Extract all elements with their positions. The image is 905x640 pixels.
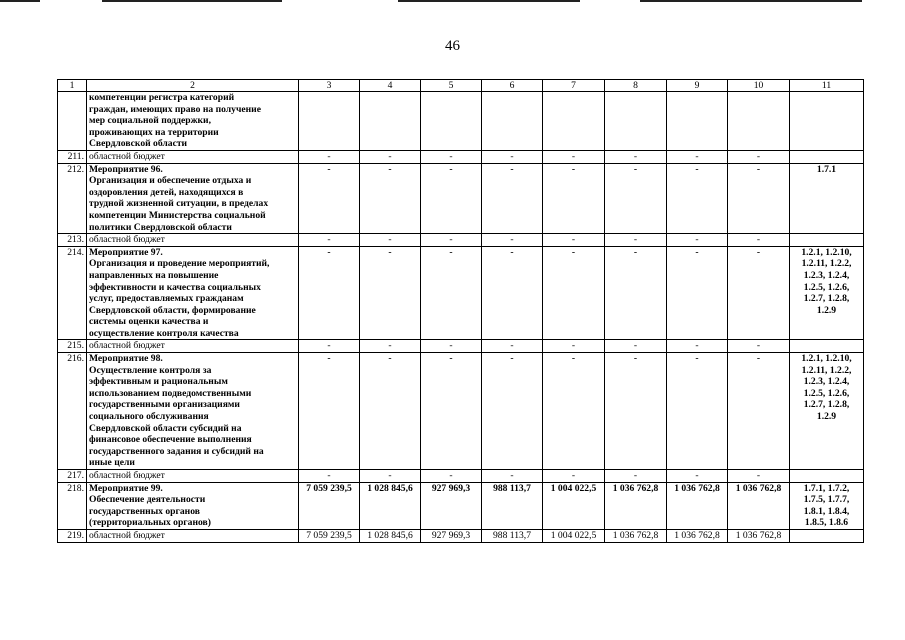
row-name-line: граждан, имеющих право на получение	[89, 103, 261, 115]
year-value-cell: 1 028 845,6	[360, 529, 421, 542]
target-indicator-line: 1.2.11, 1.2.2,	[801, 364, 852, 376]
target-indicator-line: 1.2.1, 1.2.10,	[801, 353, 852, 365]
year-value-cell: -	[360, 353, 421, 470]
measure-row	[58, 163, 864, 234]
year-value-cell: -	[299, 150, 360, 163]
year-value-cell: -	[299, 353, 360, 470]
year-value-cell: -	[421, 340, 482, 353]
year-value-cell: -	[299, 163, 360, 234]
year-value-cell: 927 969,3	[421, 529, 482, 542]
row-number: 212.	[58, 163, 87, 234]
target-indicators	[790, 340, 864, 353]
year-value-cell: -	[543, 234, 605, 247]
row-name-line: государственными организациями	[89, 399, 240, 411]
target-indicators	[790, 246, 864, 340]
target-indicators	[790, 470, 864, 483]
row-name-line: областной бюджет	[89, 470, 165, 481]
row-name	[87, 92, 299, 151]
row-name-line: политики Свердловской области	[89, 221, 232, 233]
measure-row	[58, 482, 864, 529]
row-name-line: Мероприятие 99.	[89, 482, 163, 494]
year-value-cell: -	[667, 470, 728, 483]
row-name-line: проживающих на территории	[89, 126, 219, 138]
target-indicators	[790, 353, 864, 470]
target-indicator-line: 1.8.1, 1.8.4,	[803, 505, 850, 517]
row-number: 218.	[58, 482, 87, 529]
year-value-cell: 7 059 239,5	[299, 529, 360, 542]
year-value-cell: -	[482, 353, 543, 470]
target-indicators	[790, 150, 864, 163]
row-name	[87, 246, 299, 340]
year-value-cell: 1 028 845,6	[360, 482, 421, 529]
row-name	[87, 529, 299, 542]
year-value-cell	[299, 92, 360, 151]
year-value-cell: 988 113,7	[482, 529, 543, 542]
row-name-line: государственного задания и субсидий на	[89, 445, 264, 457]
year-value-cell: -	[421, 353, 482, 470]
year-value-cell: 1 004 022,5	[543, 482, 605, 529]
year-value-cell: 1 004 022,5	[543, 529, 605, 542]
row-number: 214.	[58, 246, 87, 340]
year-value-cell: -	[421, 150, 482, 163]
row-name-line: государственных органов	[89, 505, 200, 517]
target-indicator-line: 1.2.9	[816, 411, 837, 423]
row-name-line: (территориальных органов)	[89, 517, 211, 529]
column-number-row	[58, 80, 864, 92]
row-name-line: иные цели	[89, 457, 135, 469]
row-name-line: социального обслуживания	[89, 411, 209, 423]
year-value-cell: -	[728, 234, 790, 247]
year-value-cell: -	[728, 470, 790, 483]
target-indicators	[790, 482, 864, 529]
year-value-cell: -	[667, 340, 728, 353]
row-number: 216.	[58, 353, 87, 470]
budget-row	[58, 234, 864, 247]
top-edge-rule-left	[0, 0, 40, 2]
year-value-cell: -	[482, 246, 543, 340]
page-number: 46	[445, 38, 460, 54]
year-value-cell: -	[482, 470, 543, 483]
row-name	[87, 470, 299, 483]
budget-row	[58, 470, 864, 483]
year-value-cell: -	[728, 163, 790, 234]
target-indicators	[790, 529, 864, 542]
target-indicators	[790, 163, 864, 234]
row-name-line: эффективности и качества социальных	[89, 281, 261, 293]
target-indicators	[790, 234, 864, 247]
target-indicators	[790, 92, 864, 151]
row-name-line: системы оценки качества и	[89, 316, 209, 328]
year-value-cell: -	[728, 353, 790, 470]
row-name-line: Свердловской области, формирование	[89, 304, 256, 316]
year-value-cell: -	[421, 246, 482, 340]
year-value-cell: -	[299, 340, 360, 353]
year-value-cell: -	[543, 150, 605, 163]
year-value-cell: -	[667, 353, 728, 470]
row-number: 219.	[58, 529, 87, 542]
year-value-cell: -	[482, 340, 543, 353]
column-number: 6	[482, 80, 543, 92]
year-value-cell: -	[728, 150, 790, 163]
row-name-line: компетенции Министерства социальной	[89, 209, 266, 221]
year-value-cell: -	[482, 234, 543, 247]
year-value-cell: -	[605, 234, 667, 247]
target-indicator-line: 1.2.7, 1.2.8,	[803, 293, 850, 305]
year-value-cell: 927 969,3	[421, 482, 482, 529]
row-name-line: Мероприятие 98.	[89, 353, 163, 365]
year-value-cell: -	[360, 163, 421, 234]
row-number: 217.	[58, 470, 87, 483]
year-value-cell: -	[360, 246, 421, 340]
row-name-line: трудной жизненной ситуации, в пределах	[89, 198, 269, 210]
row-name-line: направленных на повышение	[89, 269, 219, 281]
year-value-cell: -	[667, 150, 728, 163]
year-value-cell: -	[605, 470, 667, 483]
budget-row	[58, 150, 864, 163]
top-edge-rule-center-right	[398, 0, 580, 2]
row-name	[87, 234, 299, 247]
row-name-line: Организация и обеспечение отдыха и	[89, 175, 252, 187]
year-value-cell: -	[543, 246, 605, 340]
row-name	[87, 340, 299, 353]
row-name-line: финансовое обеспечение выполнения	[89, 434, 252, 446]
year-value-cell: -	[605, 246, 667, 340]
year-value-cell: -	[667, 234, 728, 247]
row-name-line: областной бюджет	[89, 529, 165, 541]
column-number: 7	[543, 80, 605, 92]
row-number: 213.	[58, 234, 87, 247]
year-value-cell	[482, 92, 543, 151]
target-indicator-line: 1.7.1	[816, 163, 837, 175]
measure-row	[58, 246, 864, 340]
year-value-cell: -	[605, 163, 667, 234]
row-name-line: услуг, предоставляемых гражданам	[89, 293, 244, 305]
year-value-cell: 1 036 762,8	[728, 529, 790, 542]
row-name-line: мер социальной поддержки,	[89, 115, 211, 127]
row-name	[87, 353, 299, 470]
year-value-cell: -	[421, 470, 482, 483]
column-number: 8	[605, 80, 667, 92]
year-value-cell: 7 059 239,5	[299, 482, 360, 529]
target-indicator-line: 1.2.5, 1.2.6,	[803, 281, 850, 293]
row-name-line: Свердловской области субсидий на	[89, 422, 242, 434]
year-value-cell: -	[728, 340, 790, 353]
target-indicator-line: 1.2.3, 1.2.4,	[803, 376, 850, 388]
year-value-cell: -	[605, 150, 667, 163]
row-name-line: областной бюджет	[89, 150, 165, 162]
year-value-cell: -	[360, 340, 421, 353]
year-value-cell: -	[360, 470, 421, 483]
row-name-line: Организация и проведение мероприятий,	[89, 258, 270, 270]
year-value-cell: -	[360, 150, 421, 163]
year-value-cell: 1 036 762,8	[728, 482, 790, 529]
target-indicator-line: 1.2.9	[816, 304, 837, 316]
target-indicator-line: 1.2.5, 1.2.6,	[803, 387, 850, 399]
row-name-line: компетенции регистра категорий	[89, 92, 235, 103]
year-value-cell: -	[543, 163, 605, 234]
column-number: 1	[58, 80, 87, 92]
target-indicator-line: 1.2.1, 1.2.10,	[801, 246, 852, 258]
row-name-line: осуществление контроля качества	[89, 327, 239, 339]
row-name-line: Обеспечение деятельности	[89, 494, 206, 506]
year-value-cell: 1 036 762,8	[605, 529, 667, 542]
column-number: 2	[87, 80, 299, 92]
year-value-cell: 1 036 762,8	[667, 482, 728, 529]
column-number: 11	[790, 80, 864, 92]
year-value-cell: -	[667, 246, 728, 340]
year-value-cell	[605, 92, 667, 151]
column-number: 5	[421, 80, 482, 92]
row-name-line: Осуществление контроля за	[89, 364, 212, 376]
row-number	[58, 92, 87, 151]
year-value-cell: -	[299, 470, 360, 483]
column-number: 3	[299, 80, 360, 92]
row-name	[87, 150, 299, 163]
row-name-line: использованием подведомственными	[89, 387, 252, 399]
year-value-cell	[360, 92, 421, 151]
year-value-cell: 988 113,7	[482, 482, 543, 529]
year-value-cell: -	[543, 353, 605, 470]
top-edge-rule-right	[640, 0, 862, 2]
row-name-line: Свердловской области	[89, 138, 188, 150]
year-value-cell: 1 036 762,8	[667, 529, 728, 542]
year-value-cell: 1 036 762,8	[605, 482, 667, 529]
measure-row	[58, 92, 864, 151]
row-name	[87, 482, 299, 529]
year-value-cell: -	[543, 470, 605, 483]
year-value-cell: -	[543, 340, 605, 353]
year-value-cell: -	[605, 353, 667, 470]
year-value-cell: -	[728, 246, 790, 340]
year-value-cell: -	[482, 150, 543, 163]
year-value-cell: -	[421, 163, 482, 234]
budget-table	[57, 79, 864, 543]
year-value-cell: -	[360, 234, 421, 247]
column-number: 10	[728, 80, 790, 92]
target-indicator-line: 1.7.1, 1.7.2,	[803, 482, 850, 494]
year-value-cell: -	[605, 340, 667, 353]
year-value-cell	[421, 92, 482, 151]
row-name-line: областной бюджет	[89, 234, 165, 246]
row-number: 215.	[58, 340, 87, 353]
row-name	[87, 163, 299, 234]
row-number: 211.	[58, 150, 87, 163]
year-value-cell	[728, 92, 790, 151]
budget-row	[58, 340, 864, 353]
column-number: 4	[360, 80, 421, 92]
row-name-line: областной бюджет	[89, 340, 165, 352]
year-value-cell	[667, 92, 728, 151]
row-name-line: оздоровления детей, находящихся в	[89, 186, 244, 198]
year-value-cell	[543, 92, 605, 151]
budget-row	[58, 529, 864, 542]
measure-row	[58, 353, 864, 470]
target-indicator-line: 1.8.5, 1.8.6	[804, 517, 849, 529]
year-value-cell: -	[299, 246, 360, 340]
target-indicator-line: 1.2.11, 1.2.2,	[801, 258, 852, 270]
year-value-cell: -	[482, 163, 543, 234]
target-indicator-line: 1.2.7, 1.2.8,	[803, 399, 850, 411]
column-number: 9	[667, 80, 728, 92]
year-value-cell: -	[299, 234, 360, 247]
target-indicator-line: 1.2.3, 1.2.4,	[803, 269, 850, 281]
target-indicator-line: 1.7.5, 1.7.7,	[803, 494, 850, 506]
row-name-line: эффективным и рациональным	[89, 376, 228, 388]
row-name-line: Мероприятие 97.	[89, 246, 163, 258]
top-edge-rule-center-left	[102, 0, 282, 2]
row-name-line: Мероприятие 96.	[89, 163, 163, 175]
year-value-cell: -	[667, 163, 728, 234]
year-value-cell: -	[421, 234, 482, 247]
